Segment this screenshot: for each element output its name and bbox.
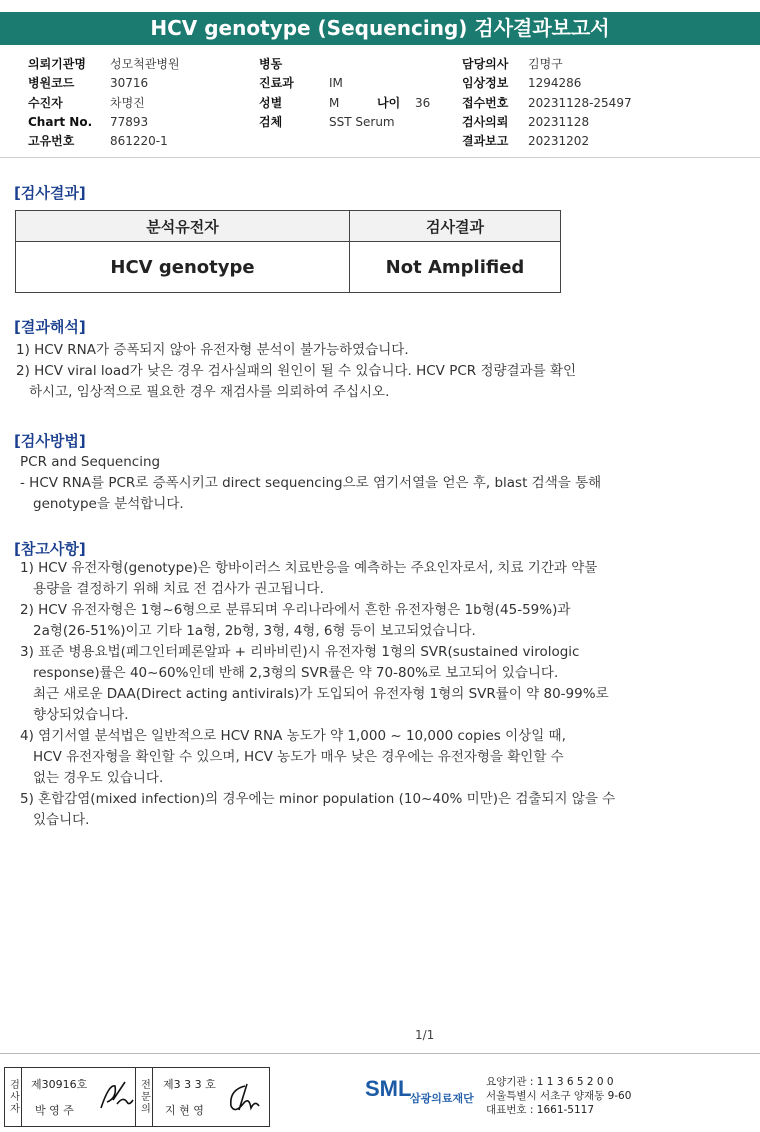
gene-cell: HCV genotype	[16, 242, 350, 293]
info-value: 김명구	[528, 57, 563, 71]
method-section-title: [검사방법]	[14, 432, 86, 450]
info-value: 성모척관병원	[110, 57, 180, 71]
notes-text	[20, 558, 615, 831]
info-label: 검사의뢰	[462, 114, 509, 129]
org-address-block	[486, 1075, 631, 1117]
info-label: 진료과	[259, 76, 294, 91]
phone: 대표번호 : 1661-5117	[486, 1104, 595, 1116]
tester-signature	[97, 1078, 137, 1118]
header-divider	[0, 157, 760, 158]
report-title: HCV genotype (Sequencing) 검사결과보고서	[0, 12, 760, 45]
info-label: 결과보고	[462, 134, 509, 149]
text-line: 향상되었습니다.	[33, 707, 129, 723]
info-value: 861220-1	[110, 134, 168, 149]
tester-license-no: 제30916호	[31, 1078, 88, 1091]
info-value: 30716	[110, 76, 149, 91]
info-label: 고유번호	[28, 134, 75, 149]
info-label: 임상정보	[462, 76, 509, 91]
text-line: 2) HCV viral load가 낮은 경우 검사실패의 원인이 될 수 있습니다. HCV PCR 정량결과를 확인	[16, 363, 577, 379]
interpretation-text	[16, 340, 576, 403]
text-line: response)률은 40~60%인데 반해 2,3형의 SVR률은 약 70-80%로 보고되어 있습니다.	[33, 665, 559, 681]
info-label: 수진자	[28, 95, 63, 110]
text-line: 있습니다.	[33, 812, 90, 828]
result-table	[15, 210, 561, 293]
info-value: 20231128-25497	[528, 95, 632, 110]
text-line: 1) HCV RNA가 증폭되지 않아 유전자형 분석이 불가능하였습니다.	[16, 342, 409, 358]
result-column-header: 검사결과	[350, 211, 561, 242]
text-line: 3) 표준 병용요법(페그인터페론알파 + 리바비린)시 유전자형 1형의 SVR(sustained virologic	[20, 644, 580, 660]
info-value: 36	[415, 95, 431, 110]
result-cell: Not Amplified	[350, 242, 561, 293]
info-label: 담당의사	[462, 57, 509, 71]
text-line: genotype을 분석합니다.	[33, 496, 184, 512]
reviewer-name: 지 현 영	[165, 1104, 204, 1117]
sml-logo: SML	[365, 1076, 412, 1101]
info-value: M	[329, 95, 340, 110]
info-col-3	[462, 55, 632, 151]
text-line: 용량을 결정하기 위해 치료 전 검사가 권고됩니다.	[33, 581, 324, 597]
institution-code: 요양기관 : 1 1 3 6 5 2 0 0	[486, 1076, 614, 1088]
text-line: 2a형(26-51%)이고 기타 1a형, 2b형, 3형, 4형, 6형 등이 보고되었습니다.	[33, 623, 476, 639]
text-line: 최근 새로운 DAA(Direct acting antivirals)가 도입되어 유전자형 1형의 SVR률이 약 80-99%로	[33, 686, 609, 702]
info-label: 접수번호	[462, 95, 509, 110]
method-text	[20, 452, 601, 515]
info-label: 병동	[259, 57, 283, 71]
info-value: 20231202	[528, 134, 590, 149]
info-value: SST Serum	[329, 114, 395, 129]
reviewer-signature	[225, 1080, 263, 1118]
text-line: 4) 염기서열 분석법은 일반적으로 HCV RNA 농도가 약 1,000 ~ 10,000 copies 이상일 때,	[20, 728, 566, 744]
tester-name: 박 영 주	[35, 1104, 74, 1117]
result-section-title: [검사결과]	[14, 184, 86, 202]
text-line: 5) 혼합감염(mixed infection)의 경우에는 minor population (10~40% 미만)은 검출되지 않을 수	[20, 791, 616, 807]
tester-label: 검사자	[7, 1079, 19, 1115]
address: 서울특별시 서초구 양재동 9-60	[486, 1090, 632, 1102]
page-number: 1/1	[415, 1028, 435, 1042]
info-label: 성별	[259, 95, 283, 110]
text-line: - HCV RNA를 PCR로 증폭시키고 direct sequencing으로 염기서열을 얻은 후, blast 검색을 통해	[20, 475, 602, 491]
reviewer-license-no: 제3 3 3 호	[163, 1078, 216, 1091]
info-label: Chart No.	[28, 114, 93, 129]
gene-column-header: 분석유전자	[16, 211, 350, 242]
reviewer-label: 전문의	[138, 1079, 150, 1115]
footer-divider	[0, 1053, 760, 1054]
info-value: IM	[329, 76, 343, 91]
signature-box	[4, 1067, 270, 1127]
text-line: 1) HCV 유전자형(genotype)은 항바이러스 치료반응을 예측하는 주요인자로서, 치료 기간과 약물	[20, 560, 598, 576]
text-line: 없는 경우도 있습니다.	[33, 770, 164, 786]
text-line: HCV 유전자형을 확인할 수 있으며, HCV 농도가 매우 낮은 경우에는 유전자형을 확인할 수	[33, 749, 564, 765]
reviewer-label-cell	[136, 1068, 153, 1126]
info-label: 병원코드	[28, 76, 75, 91]
notes-section-title: [참고사항]	[14, 540, 86, 558]
tester-label-cell	[5, 1068, 22, 1126]
info-value: 1294286	[528, 76, 582, 91]
info-value: 차명진	[110, 95, 145, 110]
org-name: 삼광의료재단	[410, 1092, 474, 1105]
info-value: 20231128	[528, 114, 590, 129]
info-value: 77893	[110, 114, 149, 129]
interpretation-section-title: [결과해석]	[14, 318, 86, 336]
info-col-1	[28, 55, 180, 151]
info-label: 의뢰기관명	[28, 57, 86, 71]
text-line: 하시고, 임상적으로 필요한 경우 재검사를 의뢰하여 주십시오.	[29, 384, 390, 400]
text-line: 2) HCV 유전자형은 1형~6형으로 분류되며 우리나라에서 흔한 유전자형은 1b형(45-59%)과	[20, 602, 571, 618]
info-label: 나이	[377, 95, 401, 110]
info-label: 검체	[259, 114, 283, 129]
info-col-2	[259, 55, 430, 132]
text-line: PCR and Sequencing	[20, 454, 161, 470]
